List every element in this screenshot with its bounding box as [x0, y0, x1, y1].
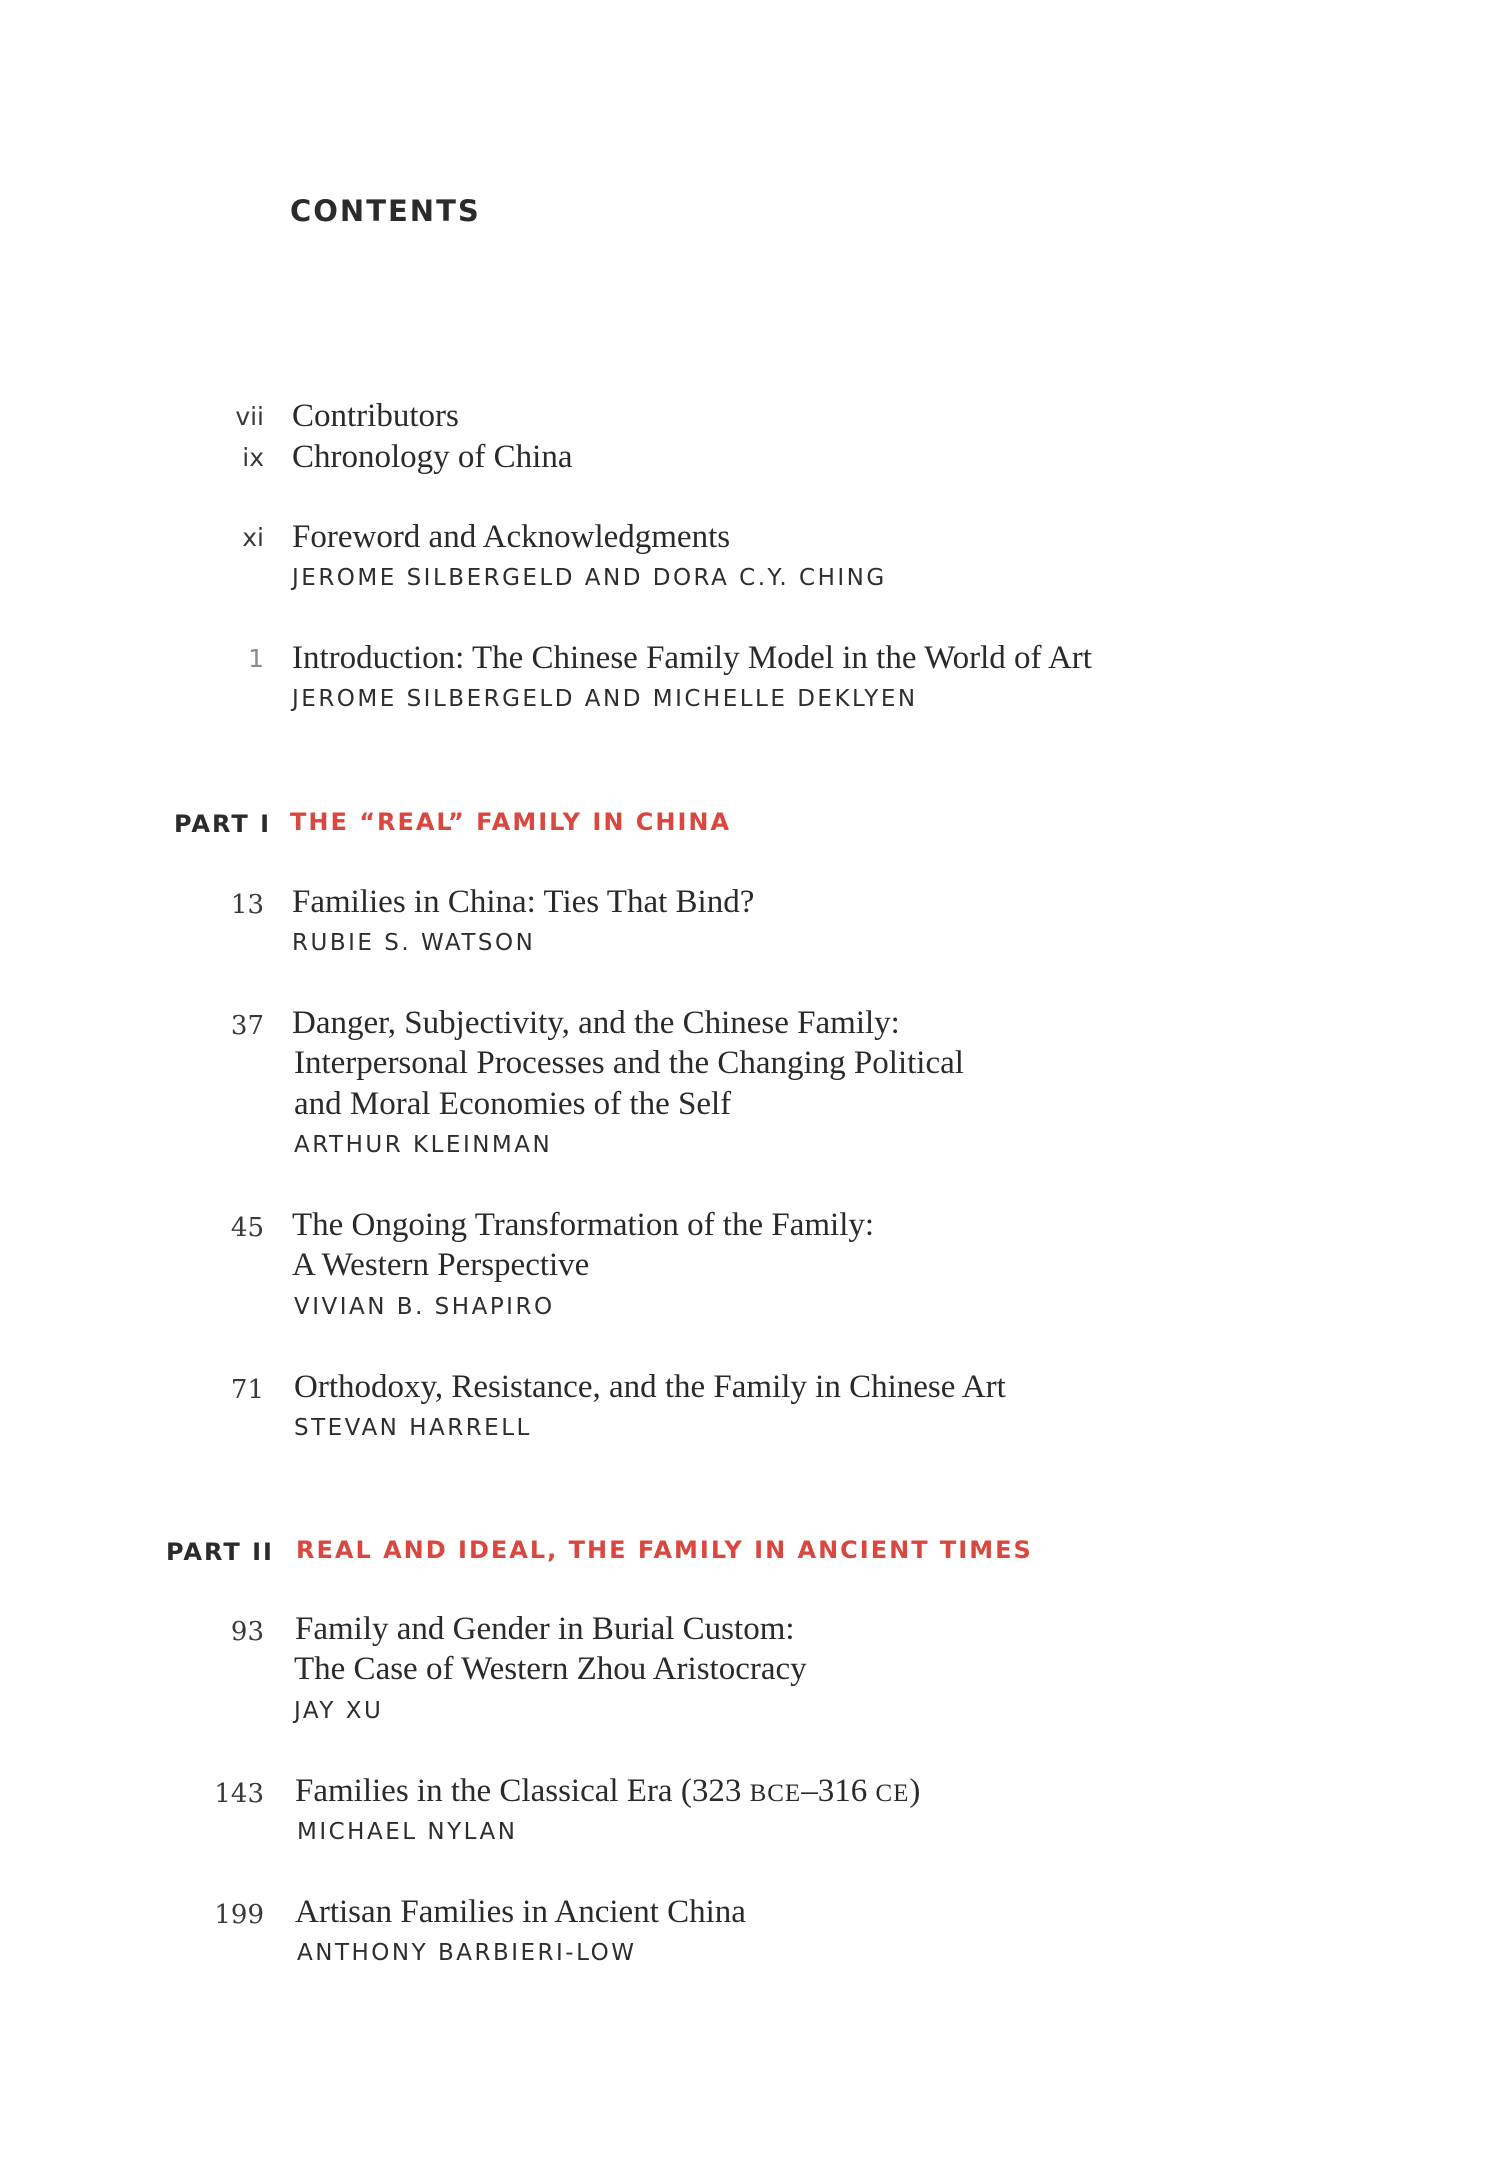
era-separator: –316 — [801, 1773, 876, 1809]
entry-title-line: Danger, Subjectivity, and the Chinese Family: — [292, 1005, 900, 1041]
entry-author: ANTHONY BARBIERI-LOW — [297, 1940, 637, 1966]
entry-title — [295, 1771, 920, 1814]
page-number: 199 — [214, 1900, 264, 1930]
page-number: vii — [235, 402, 264, 431]
entry-author: VIVIAN B. SHAPIRO — [294, 1294, 555, 1320]
era-end: CE — [875, 1780, 910, 1807]
entry-title-line: Interpersonal Processes and the Changing Political — [294, 1045, 964, 1081]
page-number: 143 — [214, 1779, 264, 1809]
entry-title: Chronology of China — [292, 439, 573, 475]
entry-author: JEROME SILBERGELD AND DORA C.Y. CHING — [292, 565, 887, 591]
entry-title-line: The Case of Western Zhou Aristocracy — [294, 1651, 807, 1687]
entry-title: Artisan Families in Ancient China — [295, 1894, 746, 1930]
page-number: 93 — [230, 1617, 264, 1647]
entry-title: Introduction: The Chinese Family Model in the World of Art — [292, 640, 1092, 676]
page-number: 1 — [248, 644, 264, 673]
page-number: 13 — [230, 890, 264, 920]
entry-author: MICHAEL NYLAN — [297, 1819, 518, 1845]
entry-author: ARTHUR KLEINMAN — [294, 1132, 553, 1158]
page-title: CONTENTS — [290, 194, 481, 228]
page-number: 45 — [230, 1213, 264, 1243]
entry-title-text: Families in the Classical Era (323 — [295, 1773, 750, 1809]
part-label: PART I — [174, 810, 272, 838]
part-label: PART II — [166, 1538, 274, 1566]
page-number: 71 — [230, 1375, 264, 1405]
entry-title-line: A Western Perspective — [292, 1247, 590, 1283]
page-number: xi — [242, 523, 264, 552]
part-title: THE “REAL” FAMILY IN CHINA — [290, 808, 732, 836]
entry-author: JAY XU — [294, 1698, 384, 1724]
entry-title: Families in China: Ties That Bind? — [292, 884, 755, 920]
entry-title-line: and Moral Economies of the Self — [294, 1086, 732, 1122]
entry-author: RUBIE S. WATSON — [292, 930, 536, 956]
entry-author: JEROME SILBERGELD AND MICHELLE DEKLYEN — [292, 686, 918, 712]
entry-title: Foreword and Acknowledgments — [292, 519, 731, 555]
page-number: ix — [242, 443, 264, 472]
era-start: BCE — [749, 1780, 802, 1807]
entry-title: Orthodoxy, Resistance, and the Family in Chinese Art — [294, 1369, 1006, 1405]
entry-title: Contributors — [292, 398, 459, 434]
entry-title-line: The Ongoing Transformation of the Family: — [292, 1207, 875, 1243]
entry-author: STEVAN HARRELL — [294, 1415, 532, 1441]
page-number: 37 — [230, 1011, 264, 1041]
part-title: REAL AND IDEAL, THE FAMILY IN ANCIENT TIMES — [296, 1536, 1033, 1564]
entry-title-line: Family and Gender in Burial Custom: — [295, 1611, 795, 1647]
era-close: ) — [909, 1773, 921, 1809]
